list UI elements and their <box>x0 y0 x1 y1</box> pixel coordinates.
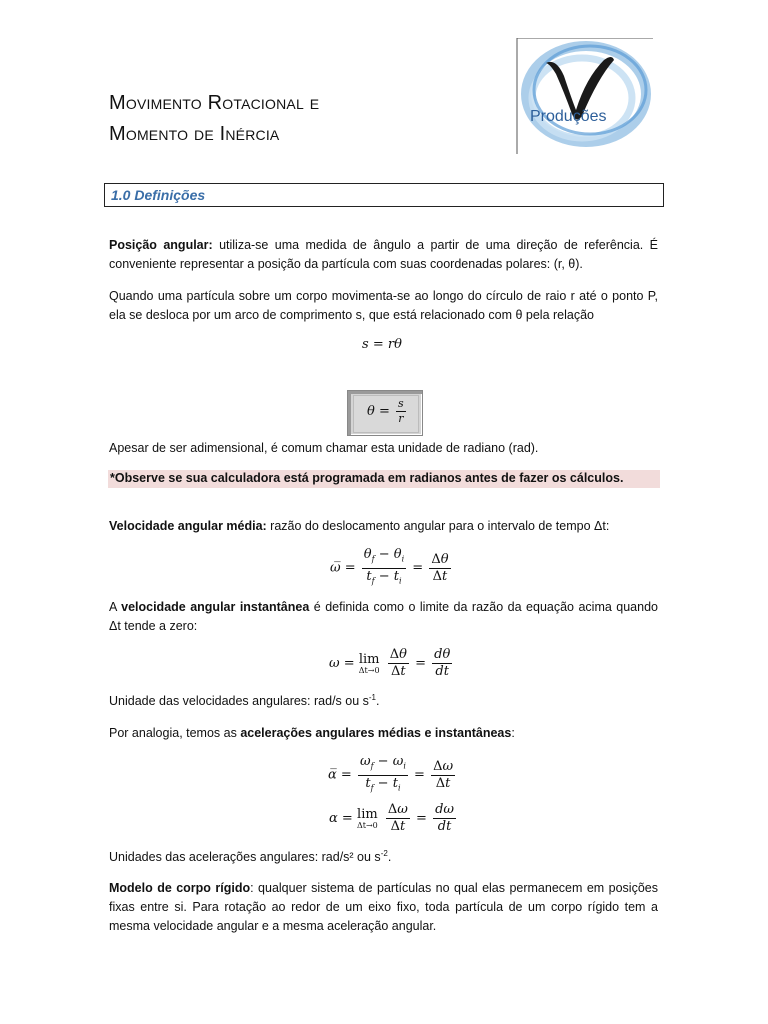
section-heading-box <box>104 183 664 207</box>
equation-theta-ratio: θ = $\frac{s}{r}$ <box>367 397 404 425</box>
paragraph-avg-velocity <box>109 517 658 536</box>
equation-arc-length: s = rθ <box>362 337 402 352</box>
angular-position-text: utiliza-se uma medida de ângulo a partir de uma direção de referência. É conveniente representar a posição da partícula com suas coordenadas polares: (r, θ). <box>109 238 658 271</box>
avg-velocity-text: razão do deslocamento angular para o intervalo de tempo Δt: <box>266 519 610 533</box>
radian-text: Apesar de ser adimensional, é comum chamar esta unidade de radiano (rad). <box>109 441 539 455</box>
svg-text:Produções: Produções <box>530 108 607 125</box>
velocity-units-exponent: -1 <box>368 692 377 702</box>
acceleration-units-exponent: -2 <box>380 848 388 858</box>
calculator-note <box>108 470 660 488</box>
term-avg-velocity: Velocidade angular média: <box>109 519 267 533</box>
boxed-equation <box>347 390 423 436</box>
paragraph-radian <box>109 439 658 458</box>
rigid-body-text: : qualquer sistema de partículas no qual elas permanecem em posições fixas entre si. Para rotação ao redor de um eixo fixo, toda partícula de um corpo rígido tem a mesma velocidade angular e a mesma aceleração angular. <box>109 881 658 933</box>
section-heading: 1.0 Definições <box>111 187 206 203</box>
title-line-1: Movimento Rotacional e <box>109 92 320 114</box>
page-title <box>109 88 509 150</box>
equation-avg-acceleration: α̅ = $\frac{\omega_f - \omega_i}{t_f - t_i}$ = $\frac{\Delta\omega}{\Delta t}$ <box>328 754 454 793</box>
equation-inst-velocity: ω = lim Δt→0 $\frac{\Delta\theta}{\Delta t}$ = $\frac{d\theta}{dt}$ <box>329 647 451 679</box>
arc-text: Quando uma partícula sobre um corpo movimenta-se ao longo do círculo de raio r até o ponto P, ela se desloca por um arco de comprimento s, que está relacionado com θ pela relação <box>109 289 658 322</box>
term-angular-position: Posição angular: <box>109 238 213 252</box>
calculator-note-text: *Observe se sua calculadora está programada em radianos antes de fazer os cálculos. <box>110 471 624 485</box>
analogy-post: : <box>511 726 515 740</box>
velocity-units-text: Unidade das velocidades angulares: rad/s ou s <box>109 694 369 708</box>
paragraph-analogy <box>109 724 658 743</box>
analogy-pre: Por analogia, temos as <box>109 726 241 740</box>
paragraph-angular-position <box>109 236 658 274</box>
paragraph-rigid-body <box>109 879 658 936</box>
paragraph-velocity-units: Unidade das velocidades angulares: rad/s ou $s^{-1}$. <box>109 692 380 708</box>
inst-velocity-pre: A <box>109 600 122 614</box>
paragraph-arc <box>109 287 658 325</box>
paragraph-acceleration-units: Unidades das acelerações angulares: rad/s² ou $s^{-2}$. <box>109 848 392 864</box>
producoes-logo <box>516 38 653 154</box>
title-line-2: Momento de Inércia <box>109 123 280 145</box>
equation-inst-acceleration: α = lim Δt→0 $\frac{\Delta\omega}{\Delta t}$ = $\frac{d\omega}{dt}$ <box>329 802 455 834</box>
acceleration-units-text: Unidades das acelerações angulares: rad/s² ou s <box>109 850 381 864</box>
equation-avg-velocity: ω̅ = $\frac{\theta_f - \theta_i}{t_f - t_i}$ = $\frac{\Delta\theta}{\Delta t}$ <box>330 547 449 586</box>
term-rigid-body: Modelo de corpo rígido <box>109 881 251 895</box>
paragraph-inst-velocity <box>109 598 658 636</box>
term-inst-velocity: velocidade angular instantânea <box>121 600 310 614</box>
inst-velocity-text: é definida como o limite da razão da equação acima quando Δt tende a zero: <box>109 600 658 633</box>
term-angular-accelerations: acelerações angulares médias e instantâneas <box>240 726 512 740</box>
